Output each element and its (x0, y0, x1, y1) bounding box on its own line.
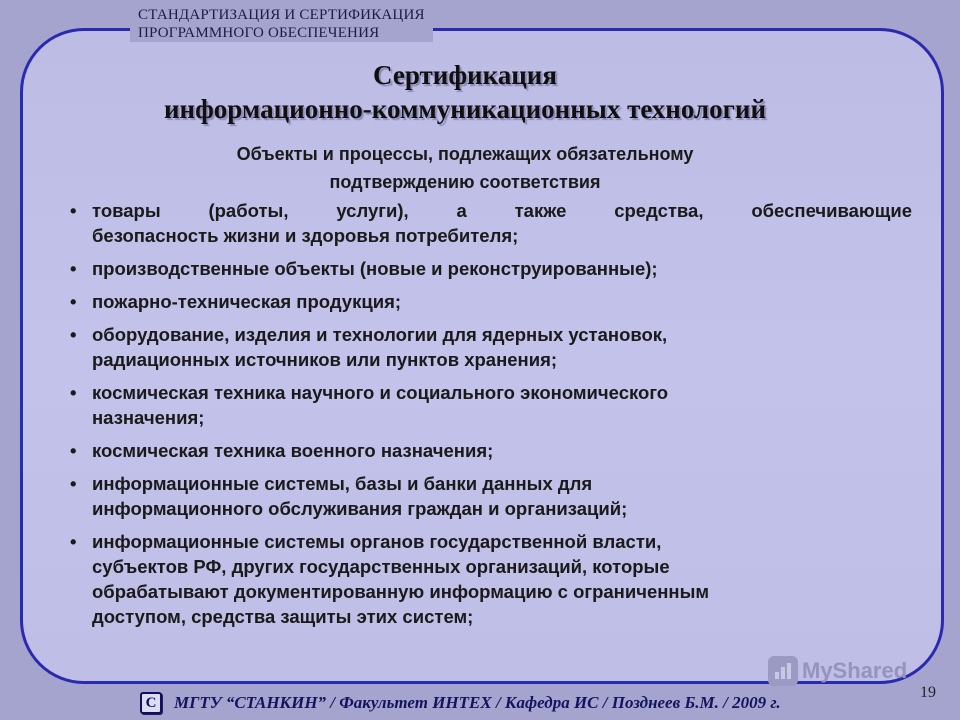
list-item-line: радиационных источников или пунктов хранения; (92, 349, 558, 370)
subtitle-line2: подтверждению соответствия (329, 172, 601, 192)
footer-text: МГТУ “СТАНКИН” / Факультет ИНТЕХ / Кафедра ИС / Позднеев Б.М. / 2009 г. (174, 693, 781, 712)
subtitle-line1: Объекты и процессы, подлежащих обязательному (236, 144, 694, 164)
list-item-line: информационного обслуживания граждан и организаций; (92, 498, 628, 519)
list-item (68, 256, 912, 281)
list-item (68, 198, 912, 248)
list-item (68, 471, 912, 521)
list-item (68, 322, 912, 372)
bullet-list (68, 198, 912, 637)
watermark-logo-icon (768, 656, 798, 686)
slide-title-line2: информационно-коммуникационных технологий (163, 94, 767, 124)
list-item (68, 529, 912, 629)
list-item-line: • производственные объекты (новые и реконструированные); (92, 258, 658, 279)
list-item (68, 438, 912, 463)
list-item-line: • космическая техника военного назначения; (92, 440, 494, 461)
slide-title-line1: Сертификация (373, 60, 557, 90)
list-item-line: назначения; (92, 407, 205, 428)
page-number: 19 (920, 684, 936, 701)
list-item-line: • информационные системы органов государственной власти, (92, 531, 662, 552)
list-item-line: • информационные системы, базы и банки данных для (92, 473, 593, 494)
list-item-line: • пожарно-техническая продукция; (92, 291, 402, 312)
header-label (130, 6, 433, 42)
watermark (768, 656, 907, 686)
header-label-line2: ПРОГРАММНОГО ОБЕСПЕЧЕНИЯ (138, 25, 380, 41)
list-item-line: • товары (работы, услуги), а также средства, обеспечивающие (92, 200, 912, 221)
list-item (68, 380, 912, 430)
list-item-line: доступом, средства защиты этих систем; (92, 606, 474, 627)
watermark-text: MyShared (802, 658, 908, 683)
list-item-line: субъектов РФ, других государственных организаций, которые (92, 556, 670, 577)
header-label-line1: СТАНДАРТИЗАЦИЯ И СЕРТИФИКАЦИЯ (138, 7, 425, 23)
slide-subtitle (0, 140, 930, 196)
list-item-line: безопасность жизни и здоровья потребителя; (92, 225, 519, 246)
list-item-line: • космическая техника научного и социального экономического (92, 382, 669, 403)
copyright-icon: C (140, 692, 162, 714)
footer (140, 692, 781, 714)
list-item-line: обрабатывают документированную информацию с ограниченным (92, 581, 710, 602)
list-item (68, 289, 912, 314)
list-item-line: • оборудование, изделия и технологии для ядерных установок, (92, 324, 668, 345)
